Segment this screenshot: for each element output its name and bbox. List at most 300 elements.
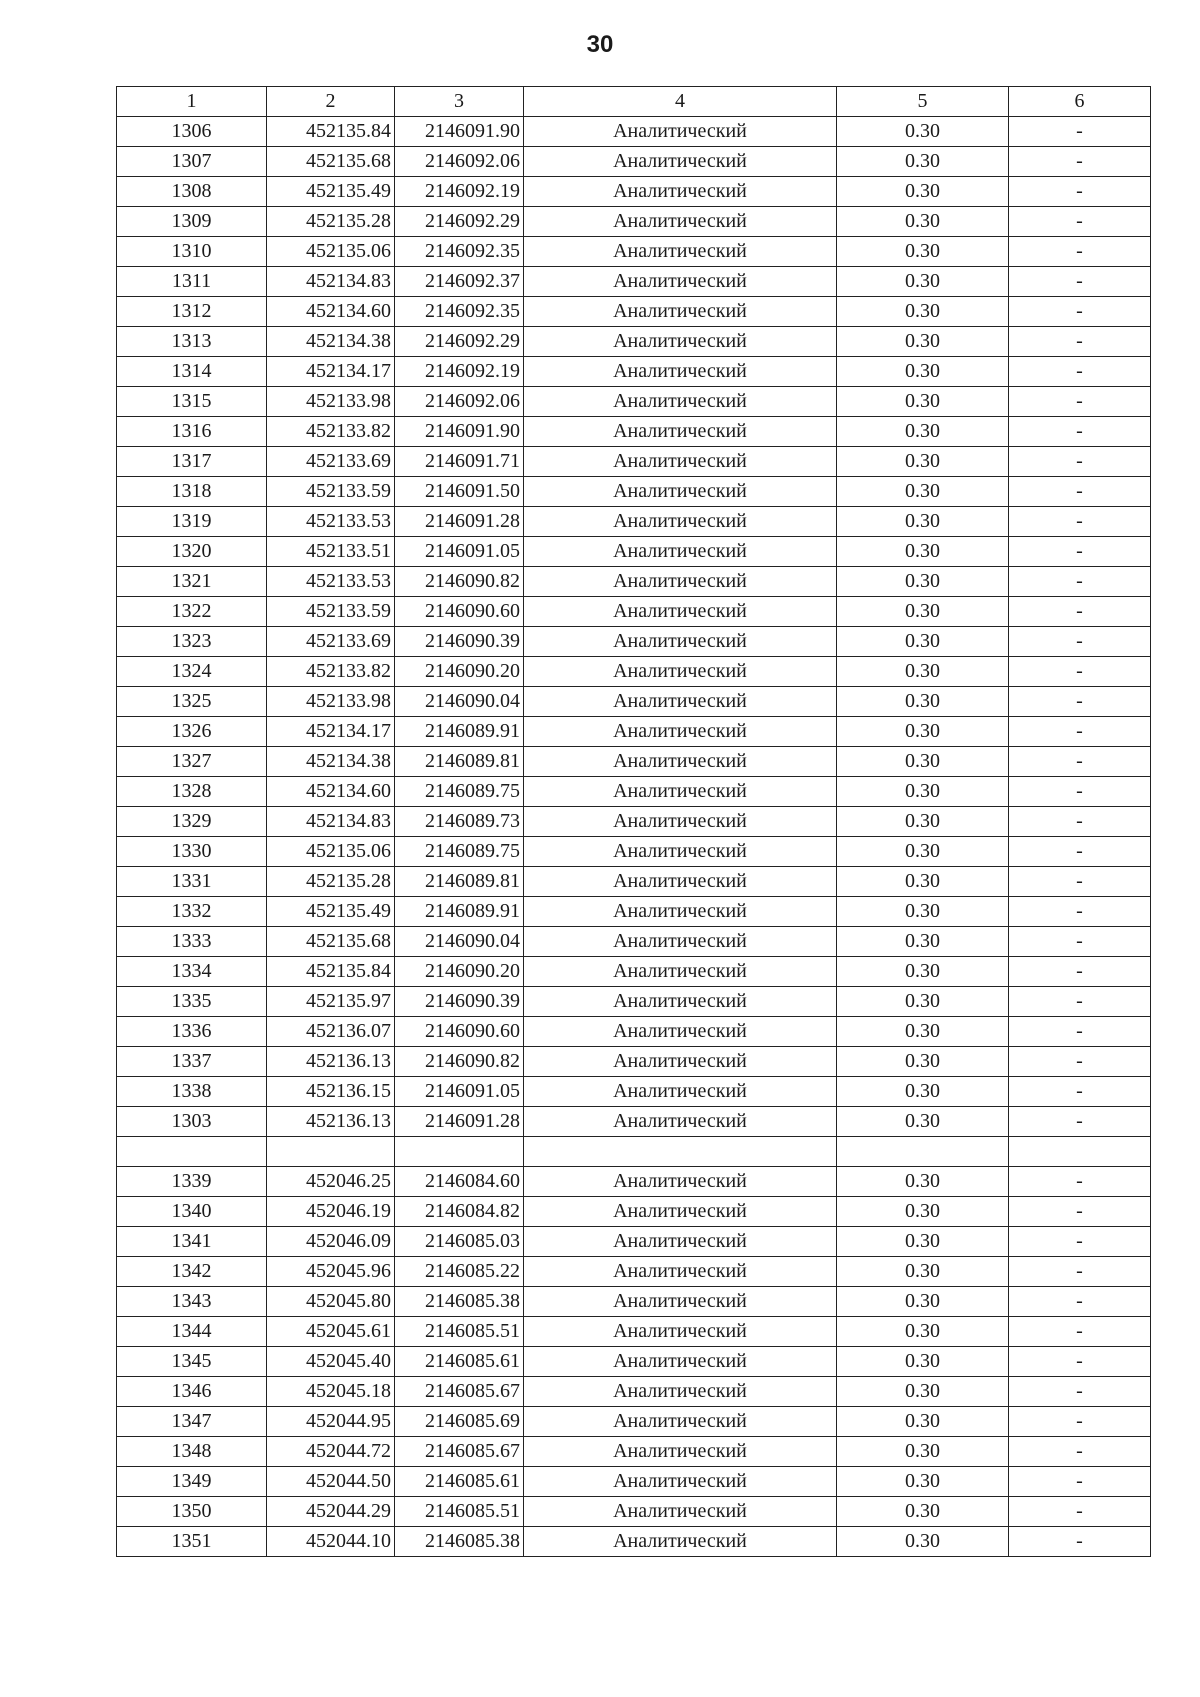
description-cell: - [1009, 1377, 1151, 1407]
y-coordinate-cell [395, 1137, 524, 1167]
table-row [117, 177, 1151, 207]
point-number-cell: 1341 [117, 1227, 267, 1257]
description-cell: - [1009, 1197, 1151, 1227]
description-cell: - [1009, 447, 1151, 477]
method-cell: Аналитический [524, 387, 837, 417]
x-coordinate-cell: 452045.61 [267, 1317, 395, 1347]
point-number-cell: 1326 [117, 717, 267, 747]
table-row [117, 267, 1151, 297]
point-number-cell: 1303 [117, 1107, 267, 1137]
description-cell: - [1009, 657, 1151, 687]
description-cell: - [1009, 597, 1151, 627]
x-coordinate-cell [267, 1137, 395, 1167]
point-number-cell: 1314 [117, 357, 267, 387]
method-cell: Аналитический [524, 417, 837, 447]
description-cell: - [1009, 567, 1151, 597]
point-number-cell: 1321 [117, 567, 267, 597]
accuracy-cell: 0.30 [837, 1197, 1009, 1227]
y-coordinate-cell: 2146089.75 [395, 837, 524, 867]
y-coordinate-cell: 2146091.90 [395, 417, 524, 447]
table-row [117, 387, 1151, 417]
description-cell: - [1009, 207, 1151, 237]
y-coordinate-cell: 2146090.04 [395, 687, 524, 717]
x-coordinate-cell: 452135.06 [267, 237, 395, 267]
accuracy-cell: 0.30 [837, 837, 1009, 867]
accuracy-cell: 0.30 [837, 417, 1009, 447]
point-number-cell: 1340 [117, 1197, 267, 1227]
y-coordinate-cell: 2146085.38 [395, 1287, 524, 1317]
accuracy-cell: 0.30 [837, 1527, 1009, 1557]
method-cell [524, 1137, 837, 1167]
table-row [117, 927, 1151, 957]
method-cell: Аналитический [524, 1197, 837, 1227]
table-row [117, 1347, 1151, 1377]
table-row [117, 1017, 1151, 1047]
y-coordinate-cell: 2146092.35 [395, 237, 524, 267]
point-number-cell: 1350 [117, 1497, 267, 1527]
table-row [117, 867, 1151, 897]
point-number-cell: 1329 [117, 807, 267, 837]
y-coordinate-cell: 2146090.60 [395, 597, 524, 627]
description-cell: - [1009, 1047, 1151, 1077]
y-coordinate-cell: 2146089.75 [395, 777, 524, 807]
table-row [117, 417, 1151, 447]
method-cell: Аналитический [524, 807, 837, 837]
method-cell: Аналитический [524, 1527, 837, 1557]
description-cell: - [1009, 1317, 1151, 1347]
method-cell: Аналитический [524, 657, 837, 687]
description-cell: - [1009, 957, 1151, 987]
point-number-cell: 1311 [117, 267, 267, 297]
accuracy-cell: 0.30 [837, 1047, 1009, 1077]
y-coordinate-cell: 2146089.91 [395, 897, 524, 927]
method-cell: Аналитический [524, 117, 837, 147]
point-number-cell: 1344 [117, 1317, 267, 1347]
table-row [117, 1167, 1151, 1197]
table-row [117, 1437, 1151, 1467]
table-row [117, 207, 1151, 237]
y-coordinate-cell: 2146090.60 [395, 1017, 524, 1047]
method-cell: Аналитический [524, 897, 837, 927]
x-coordinate-cell: 452133.53 [267, 567, 395, 597]
method-cell: Аналитический [524, 687, 837, 717]
method-cell: Аналитический [524, 237, 837, 267]
point-number-cell: 1346 [117, 1377, 267, 1407]
method-cell: Аналитический [524, 1497, 837, 1527]
accuracy-cell: 0.30 [837, 627, 1009, 657]
method-cell: Аналитический [524, 1347, 837, 1377]
x-coordinate-cell: 452134.38 [267, 747, 395, 777]
point-number-cell: 1309 [117, 207, 267, 237]
description-cell: - [1009, 1527, 1151, 1557]
y-coordinate-cell: 2146092.35 [395, 297, 524, 327]
point-number-cell: 1348 [117, 1437, 267, 1467]
description-cell: - [1009, 417, 1151, 447]
x-coordinate-cell: 452134.60 [267, 297, 395, 327]
method-cell: Аналитический [524, 987, 837, 1017]
point-number-cell: 1333 [117, 927, 267, 957]
method-cell: Аналитический [524, 297, 837, 327]
x-coordinate-cell: 452134.83 [267, 267, 395, 297]
description-cell: - [1009, 627, 1151, 657]
table-row [117, 657, 1151, 687]
description-cell: - [1009, 867, 1151, 897]
method-cell: Аналитический [524, 597, 837, 627]
accuracy-cell: 0.30 [837, 237, 1009, 267]
method-cell: Аналитический [524, 1317, 837, 1347]
accuracy-cell: 0.30 [837, 1107, 1009, 1137]
accuracy-cell: 0.30 [837, 1227, 1009, 1257]
table-row [117, 957, 1151, 987]
point-number-cell: 1318 [117, 477, 267, 507]
method-cell: Аналитический [524, 1407, 837, 1437]
y-coordinate-cell: 2146092.19 [395, 357, 524, 387]
header-row [117, 87, 1151, 117]
y-coordinate-cell: 2146091.90 [395, 117, 524, 147]
method-cell: Аналитический [524, 1107, 837, 1137]
accuracy-cell: 0.30 [837, 1257, 1009, 1287]
y-coordinate-cell: 2146091.05 [395, 1077, 524, 1107]
method-cell: Аналитический [524, 867, 837, 897]
method-cell: Аналитический [524, 1017, 837, 1047]
method-cell: Аналитический [524, 147, 837, 177]
accuracy-cell: 0.30 [837, 447, 1009, 477]
x-coordinate-cell: 452135.49 [267, 897, 395, 927]
table-row [117, 1197, 1151, 1227]
method-cell: Аналитический [524, 1227, 837, 1257]
accuracy-cell: 0.30 [837, 477, 1009, 507]
table-row [117, 1377, 1151, 1407]
accuracy-cell: 0.30 [837, 357, 1009, 387]
table-row [117, 1497, 1151, 1527]
accuracy-cell: 0.30 [837, 867, 1009, 897]
method-cell: Аналитический [524, 717, 837, 747]
point-number-cell: 1315 [117, 387, 267, 417]
table-row [117, 1227, 1151, 1257]
y-coordinate-cell: 2146092.29 [395, 327, 524, 357]
point-number-cell: 1317 [117, 447, 267, 477]
accuracy-cell: 0.30 [837, 147, 1009, 177]
x-coordinate-cell: 452135.06 [267, 837, 395, 867]
method-cell: Аналитический [524, 567, 837, 597]
accuracy-cell: 0.30 [837, 1407, 1009, 1437]
x-coordinate-cell: 452044.29 [267, 1497, 395, 1527]
x-coordinate-cell: 452044.10 [267, 1527, 395, 1557]
y-coordinate-cell: 2146091.71 [395, 447, 524, 477]
accuracy-cell: 0.30 [837, 327, 1009, 357]
point-number-cell: 1347 [117, 1407, 267, 1437]
description-cell: - [1009, 387, 1151, 417]
description-cell: - [1009, 1017, 1151, 1047]
x-coordinate-cell: 452136.15 [267, 1077, 395, 1107]
description-cell: - [1009, 327, 1151, 357]
y-coordinate-cell: 2146085.03 [395, 1227, 524, 1257]
description-cell: - [1009, 147, 1151, 177]
y-coordinate-cell: 2146090.20 [395, 657, 524, 687]
accuracy-cell: 0.30 [837, 1467, 1009, 1497]
x-coordinate-cell: 452046.19 [267, 1197, 395, 1227]
table-row [117, 807, 1151, 837]
y-coordinate-cell: 2146085.51 [395, 1317, 524, 1347]
accuracy-cell: 0.30 [837, 1437, 1009, 1467]
page-number: 30 [586, 31, 614, 58]
y-coordinate-cell: 2146090.82 [395, 567, 524, 597]
table-row [117, 1077, 1151, 1107]
x-coordinate-cell: 452135.28 [267, 207, 395, 237]
method-cell: Аналитический [524, 1077, 837, 1107]
method-cell: Аналитический [524, 537, 837, 567]
y-coordinate-cell: 2146085.61 [395, 1467, 524, 1497]
x-coordinate-cell: 452134.83 [267, 807, 395, 837]
point-number-cell: 1319 [117, 507, 267, 537]
method-cell: Аналитический [524, 747, 837, 777]
table-row [117, 567, 1151, 597]
description-cell: - [1009, 1467, 1151, 1497]
accuracy-cell: 0.30 [837, 1077, 1009, 1107]
table-row [117, 1467, 1151, 1497]
point-number-cell: 1335 [117, 987, 267, 1017]
table-row [117, 987, 1151, 1017]
x-coordinate-cell: 452135.84 [267, 117, 395, 147]
description-cell: - [1009, 717, 1151, 747]
table-row [117, 1527, 1151, 1557]
column-header-x: 2 [267, 87, 395, 117]
accuracy-cell: 0.30 [837, 897, 1009, 927]
point-number-cell: 1342 [117, 1257, 267, 1287]
accuracy-cell: 0.30 [837, 207, 1009, 237]
x-coordinate-cell: 452133.59 [267, 597, 395, 627]
x-coordinate-cell: 452135.84 [267, 957, 395, 987]
x-coordinate-cell: 452133.51 [267, 537, 395, 567]
y-coordinate-cell: 2146089.81 [395, 747, 524, 777]
column-header-method: 4 [524, 87, 837, 117]
y-coordinate-cell: 2146084.60 [395, 1167, 524, 1197]
description-cell: - [1009, 267, 1151, 297]
accuracy-cell: 0.30 [837, 747, 1009, 777]
table-row [117, 1287, 1151, 1317]
y-coordinate-cell: 2146090.82 [395, 1047, 524, 1077]
y-coordinate-cell: 2146092.06 [395, 387, 524, 417]
description-cell: - [1009, 507, 1151, 537]
description-cell: - [1009, 777, 1151, 807]
table-row [117, 537, 1151, 567]
point-number-cell: 1308 [117, 177, 267, 207]
accuracy-cell: 0.30 [837, 1017, 1009, 1047]
accuracy-cell: 0.30 [837, 957, 1009, 987]
table-row [117, 357, 1151, 387]
table-row [117, 687, 1151, 717]
x-coordinate-cell: 452133.98 [267, 687, 395, 717]
method-cell: Аналитический [524, 207, 837, 237]
x-coordinate-cell: 452133.98 [267, 387, 395, 417]
point-number-cell: 1343 [117, 1287, 267, 1317]
accuracy-cell: 0.30 [837, 117, 1009, 147]
method-cell: Аналитический [524, 507, 837, 537]
table-row [117, 1407, 1151, 1437]
accuracy-cell: 0.30 [837, 1167, 1009, 1197]
x-coordinate-cell: 452136.13 [267, 1107, 395, 1137]
accuracy-cell: 0.30 [837, 1287, 1009, 1317]
x-coordinate-cell: 452133.69 [267, 627, 395, 657]
column-header-accuracy: 5 [837, 87, 1009, 117]
description-cell: - [1009, 537, 1151, 567]
table-row [117, 1317, 1151, 1347]
table-row [117, 1107, 1151, 1137]
method-cell: Аналитический [524, 1287, 837, 1317]
x-coordinate-cell: 452046.25 [267, 1167, 395, 1197]
description-cell: - [1009, 687, 1151, 717]
x-coordinate-cell: 452134.17 [267, 357, 395, 387]
column-header-point-number: 1 [117, 87, 267, 117]
x-coordinate-cell: 452136.07 [267, 1017, 395, 1047]
description-cell: - [1009, 1347, 1151, 1377]
y-coordinate-cell: 2146085.69 [395, 1407, 524, 1437]
description-cell: - [1009, 987, 1151, 1017]
y-coordinate-cell: 2146085.67 [395, 1377, 524, 1407]
accuracy-cell: 0.30 [837, 1497, 1009, 1527]
x-coordinate-cell: 452133.59 [267, 477, 395, 507]
coordinates-table [116, 86, 1151, 1557]
accuracy-cell: 0.30 [837, 597, 1009, 627]
x-coordinate-cell: 452135.97 [267, 987, 395, 1017]
x-coordinate-cell: 452134.60 [267, 777, 395, 807]
accuracy-cell: 0.30 [837, 297, 1009, 327]
x-coordinate-cell: 452135.68 [267, 147, 395, 177]
accuracy-cell: 0.30 [837, 567, 1009, 597]
table-row [117, 1047, 1151, 1077]
description-cell: - [1009, 1077, 1151, 1107]
x-coordinate-cell: 452044.50 [267, 1467, 395, 1497]
x-coordinate-cell: 452044.72 [267, 1437, 395, 1467]
point-number-cell: 1313 [117, 327, 267, 357]
x-coordinate-cell: 452045.96 [267, 1257, 395, 1287]
x-coordinate-cell: 452135.49 [267, 177, 395, 207]
y-coordinate-cell: 2146084.82 [395, 1197, 524, 1227]
y-coordinate-cell: 2146091.28 [395, 1107, 524, 1137]
y-coordinate-cell: 2146085.67 [395, 1437, 524, 1467]
x-coordinate-cell: 452133.82 [267, 417, 395, 447]
point-number-cell: 1339 [117, 1167, 267, 1197]
table-row [117, 147, 1151, 177]
accuracy-cell: 0.30 [837, 987, 1009, 1017]
y-coordinate-cell: 2146085.22 [395, 1257, 524, 1287]
accuracy-cell [837, 1137, 1009, 1167]
point-number-cell: 1332 [117, 897, 267, 927]
table-row [117, 327, 1151, 357]
x-coordinate-cell: 452135.28 [267, 867, 395, 897]
y-coordinate-cell: 2146089.91 [395, 717, 524, 747]
point-number-cell: 1337 [117, 1047, 267, 1077]
x-coordinate-cell: 452045.18 [267, 1377, 395, 1407]
method-cell: Аналитический [524, 477, 837, 507]
method-cell: Аналитический [524, 627, 837, 657]
point-number-cell: 1334 [117, 957, 267, 987]
y-coordinate-cell: 2146089.73 [395, 807, 524, 837]
accuracy-cell: 0.30 [837, 537, 1009, 567]
table-body [117, 117, 1151, 1557]
method-cell: Аналитический [524, 1047, 837, 1077]
point-number-cell [117, 1137, 267, 1167]
x-coordinate-cell: 452133.82 [267, 657, 395, 687]
method-cell: Аналитический [524, 1167, 837, 1197]
point-number-cell: 1327 [117, 747, 267, 777]
accuracy-cell: 0.30 [837, 927, 1009, 957]
point-number-cell: 1320 [117, 537, 267, 567]
description-cell: - [1009, 927, 1151, 957]
table-row [117, 507, 1151, 537]
table-row [117, 117, 1151, 147]
method-cell: Аналитический [524, 1467, 837, 1497]
description-cell: - [1009, 1257, 1151, 1287]
point-number-cell: 1325 [117, 687, 267, 717]
table-row [117, 1137, 1151, 1167]
y-coordinate-cell: 2146092.37 [395, 267, 524, 297]
table-row [117, 777, 1151, 807]
description-cell: - [1009, 237, 1151, 267]
method-cell: Аналитический [524, 447, 837, 477]
x-coordinate-cell: 452133.69 [267, 447, 395, 477]
method-cell: Аналитический [524, 1437, 837, 1467]
y-coordinate-cell: 2146091.50 [395, 477, 524, 507]
point-number-cell: 1310 [117, 237, 267, 267]
point-number-cell: 1323 [117, 627, 267, 657]
point-number-cell: 1312 [117, 297, 267, 327]
column-header-y: 3 [395, 87, 524, 117]
table-row [117, 717, 1151, 747]
x-coordinate-cell: 452134.38 [267, 327, 395, 357]
description-cell: - [1009, 1287, 1151, 1317]
description-cell: - [1009, 297, 1151, 327]
method-cell: Аналитический [524, 1377, 837, 1407]
method-cell: Аналитический [524, 327, 837, 357]
description-cell: - [1009, 897, 1151, 927]
description-cell [1009, 1137, 1151, 1167]
table-row [117, 837, 1151, 867]
accuracy-cell: 0.30 [837, 387, 1009, 417]
point-number-cell: 1316 [117, 417, 267, 447]
table-row [117, 747, 1151, 777]
method-cell: Аналитический [524, 957, 837, 987]
accuracy-cell: 0.30 [837, 1377, 1009, 1407]
accuracy-cell: 0.30 [837, 657, 1009, 687]
description-cell: - [1009, 1437, 1151, 1467]
point-number-cell: 1306 [117, 117, 267, 147]
method-cell: Аналитический [524, 1257, 837, 1287]
y-coordinate-cell: 2146091.05 [395, 537, 524, 567]
x-coordinate-cell: 452136.13 [267, 1047, 395, 1077]
x-coordinate-cell: 452135.68 [267, 927, 395, 957]
description-cell: - [1009, 1167, 1151, 1197]
point-number-cell: 1322 [117, 597, 267, 627]
accuracy-cell: 0.30 [837, 507, 1009, 537]
x-coordinate-cell: 452045.80 [267, 1287, 395, 1317]
description-cell: - [1009, 837, 1151, 867]
point-number-cell: 1328 [117, 777, 267, 807]
table-row [117, 627, 1151, 657]
method-cell: Аналитический [524, 777, 837, 807]
method-cell: Аналитический [524, 837, 837, 867]
description-cell: - [1009, 1407, 1151, 1437]
x-coordinate-cell: 452045.40 [267, 1347, 395, 1377]
description-cell: - [1009, 1497, 1151, 1527]
y-coordinate-cell: 2146090.39 [395, 627, 524, 657]
y-coordinate-cell: 2146092.19 [395, 177, 524, 207]
table-row [117, 237, 1151, 267]
table-row [117, 1257, 1151, 1287]
x-coordinate-cell: 452133.53 [267, 507, 395, 537]
y-coordinate-cell: 2146090.04 [395, 927, 524, 957]
y-coordinate-cell: 2146090.39 [395, 987, 524, 1017]
